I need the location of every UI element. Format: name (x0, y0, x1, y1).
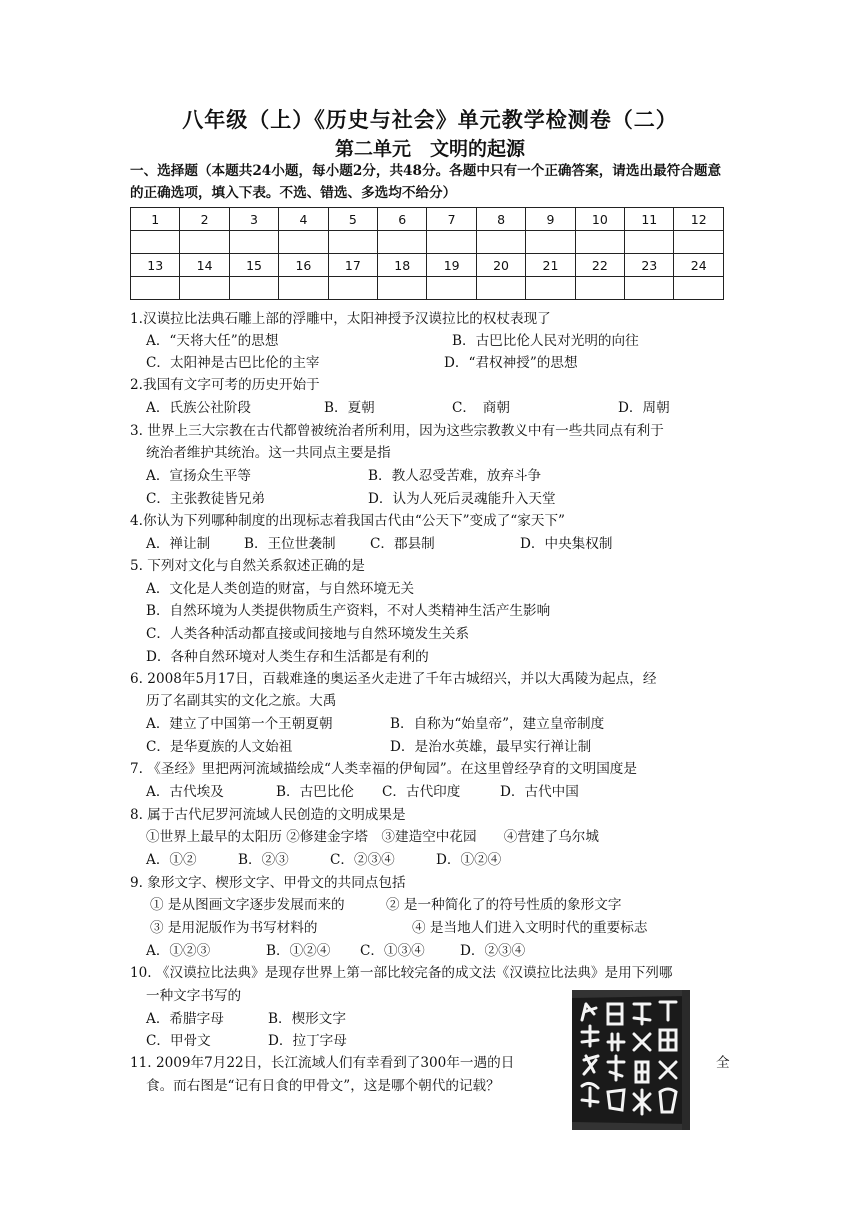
question-6-option-c[interactable]: C．是华夏族的人文始祖 (146, 739, 293, 755)
question-10-stem-cont: 一种文字书写的 (146, 988, 242, 1004)
answer-table (130, 207, 724, 300)
question-1-option-c[interactable]: C．太阳神是古巴比伦的主宰 (146, 355, 320, 371)
question-9-item-4: ④ 是当地人们进入文明时代的重要标志 (412, 920, 648, 936)
answer-number-cell: 7 (427, 208, 476, 231)
answer-number-cell: 15 (229, 254, 278, 277)
question-11-stem-cont: 食。而右图是“记有日食的甲骨文”，这是哪个朝代的记载？ (146, 1078, 500, 1094)
question-7-option-a[interactable]: A．古代埃及 (146, 784, 224, 800)
question-9-stem: 9. 象形文字、楔形文字、甲骨文的共同点包括 (130, 875, 406, 891)
question-9-item-3: ③ 是用泥版作为书写材料的 (150, 920, 318, 936)
oracle-bone-inscription-image (572, 990, 690, 1130)
answer-blank-row (131, 231, 724, 254)
exam-title: 八年级（上）《历史与社会》单元教学检测卷（二） (182, 108, 678, 132)
answer-blank-cell[interactable] (279, 277, 328, 300)
answer-blank-cell[interactable] (575, 231, 624, 254)
question-3-stem: 3. 世界上三大宗教在古代都曾被统治者所利用，因为这些宗教教义中有一些共同点有利于 (130, 423, 664, 439)
question-8-stem: 8. 属于古代尼罗河流域人民创造的文明成果是 (130, 807, 406, 823)
answer-number-row (131, 254, 724, 277)
question-4-option-a[interactable]: A．禅让制 (146, 536, 211, 552)
question-7-option-c[interactable]: C．古代印度 (382, 784, 461, 800)
answer-blank-row (131, 277, 724, 300)
answer-blank-cell[interactable] (526, 231, 575, 254)
answer-number-cell: 10 (575, 208, 624, 231)
question-8-items: ①世界上最早的太阳历 ②修建金字塔 ③建造空中花园 ④营建了乌尔城 (146, 829, 599, 845)
answer-blank-cell[interactable] (229, 231, 278, 254)
oracle-bone-rubbing-icon (572, 990, 690, 1130)
question-9-item-1: ① 是从图画文字逐步发展而来的 (150, 897, 345, 913)
answer-number-cell: 3 (229, 208, 278, 231)
answer-blank-cell[interactable] (625, 231, 674, 254)
section-instructions: 一、选择题（本题共24小题，每小题2分，共48分。各题中只有一个正确答案，请选出最符合题意的正确选项，填入下表。不选、错选、多选均不给分） (130, 163, 722, 201)
question-4-option-c[interactable]: C．郡县制 (370, 536, 435, 552)
answer-number-cell: 19 (427, 254, 476, 277)
question-1-option-d[interactable]: D．“君权神授”的思想 (444, 355, 578, 371)
question-10-option-d[interactable]: D．拉丁字母 (268, 1033, 347, 1049)
question-5-option-a[interactable]: A．文化是人类创造的财富，与自然环境无关 (146, 581, 415, 597)
answer-number-cell: 16 (279, 254, 328, 277)
question-9-option-a[interactable]: A．①②③ (146, 943, 211, 959)
answer-blank-cell[interactable] (526, 277, 575, 300)
answer-blank-cell[interactable] (674, 277, 724, 300)
question-11-stem-end: 全 (716, 1055, 730, 1071)
question-6-option-d[interactable]: D．是治水英雄，最早实行禅让制 (390, 739, 592, 755)
question-3-option-d[interactable]: D．认为人死后灵魂能升入天堂 (368, 491, 556, 507)
question-7-stem: 7. 《圣经》里把两河流域描绘成“人类幸福的伊甸园”。在这里曾经孕育的文明国度是 (130, 761, 637, 777)
answer-blank-cell[interactable] (427, 277, 476, 300)
question-1-option-a[interactable]: A．“天将大任”的思想 (146, 333, 279, 349)
question-2-stem: 2.我国有文字可考的历史开始于 (130, 377, 320, 393)
question-5-option-b[interactable]: B．自然环境为人类提供物质生产资料，不对人类精神生活产生影响 (146, 603, 551, 619)
question-10-option-c[interactable]: C．甲骨文 (146, 1033, 211, 1049)
answer-number-cell: 5 (328, 208, 377, 231)
question-9-option-c[interactable]: C．①③④ (360, 943, 425, 959)
answer-blank-cell[interactable] (476, 277, 525, 300)
answer-number-cell: 24 (674, 254, 724, 277)
answer-blank-cell[interactable] (180, 277, 229, 300)
question-8-option-c[interactable]: C．②③④ (330, 852, 395, 868)
answer-number-cell: 9 (526, 208, 575, 231)
question-3-option-b[interactable]: B．教人忍受苦难，放弃斗争 (368, 468, 542, 484)
question-2-option-d[interactable]: D．周朝 (618, 400, 670, 416)
question-1-stem: 1.汉谟拉比法典石雕上部的浮雕中，太阳神授予汉谟拉比的权杖表现了 (130, 311, 551, 327)
answer-number-cell: 22 (575, 254, 624, 277)
question-8-option-b[interactable]: B．②③ (238, 852, 289, 868)
question-4-stem: 4.你认为下列哪种制度的出现标志着我国古代由“公天下”变成了“家天下” (130, 513, 565, 529)
question-6-stem-cont: 历了名副其实的文化之旅。大禹 (146, 693, 337, 709)
question-4-option-b[interactable]: B．王位世袭制 (244, 536, 336, 552)
answer-blank-cell[interactable] (476, 231, 525, 254)
unit-subtitle: 第二单元 文明的起源 (334, 138, 525, 160)
question-10-option-b[interactable]: B．楔形文字 (268, 1011, 346, 1027)
question-2-option-a[interactable]: A．氏族公社阶段 (146, 400, 251, 416)
answer-number-cell: 21 (526, 254, 575, 277)
answer-blank-cell[interactable] (427, 231, 476, 254)
answer-blank-cell[interactable] (625, 277, 674, 300)
answer-blank-cell[interactable] (279, 231, 328, 254)
answer-number-cell: 6 (378, 208, 427, 231)
question-7-option-b[interactable]: B．古巴比伦 (276, 784, 354, 800)
question-7-option-d[interactable]: D．古代中国 (500, 784, 579, 800)
answer-blank-cell[interactable] (328, 277, 377, 300)
question-8-option-a[interactable]: A．①② (146, 852, 197, 868)
answer-number-cell: 17 (328, 254, 377, 277)
answer-blank-cell[interactable] (131, 231, 180, 254)
question-3-stem-cont: 统治者维护其统治。这一共同点主要是指 (146, 445, 391, 461)
answer-blank-cell[interactable] (328, 231, 377, 254)
answer-number-cell: 11 (625, 208, 674, 231)
answer-number-cell: 1 (131, 208, 180, 231)
answer-blank-cell[interactable] (378, 277, 427, 300)
answer-number-cell: 13 (131, 254, 180, 277)
question-9-option-b[interactable]: B．①②④ (266, 943, 331, 959)
answer-blank-cell[interactable] (180, 231, 229, 254)
answer-number-row (131, 208, 724, 231)
question-2-option-c[interactable]: C． 商朝 (452, 400, 510, 416)
answer-blank-cell[interactable] (229, 277, 278, 300)
answer-number-cell: 18 (378, 254, 427, 277)
question-8-option-d[interactable]: D．①②④ (436, 852, 502, 868)
question-11-stem: 11. 2009年7月22日，长江流域人们有幸看到了300年一遇的日 (130, 1055, 515, 1071)
answer-number-cell: 8 (476, 208, 525, 231)
question-6-stem: 6. 2008年5月17日，百载难逢的奥运圣火走进了千年古城绍兴，并以大禹陵为起点，经 (130, 671, 657, 687)
question-9-item-2: ② 是一种简化了的符号性质的象形文字 (386, 897, 622, 913)
question-5-option-c[interactable]: C．人类各种活动都直接或间接地与自然环境发生关系 (146, 626, 470, 642)
answer-number-cell: 12 (674, 208, 724, 231)
question-9-option-d[interactable]: D．②③④ (460, 943, 526, 959)
answer-number-cell: 14 (180, 254, 229, 277)
answer-number-cell: 23 (625, 254, 674, 277)
question-3-option-c[interactable]: C．主张教徒皆兄弟 (146, 491, 266, 507)
answer-blank-cell[interactable] (378, 231, 427, 254)
question-3-option-a[interactable]: A．宣扬众生平等 (146, 468, 251, 484)
question-10-stem: 10. 《汉谟拉比法典》是现存世界上第一部比较完备的成文法《汉谟拉比法典》是用下列哪 (130, 965, 673, 981)
answer-number-cell: 20 (476, 254, 525, 277)
question-10-option-a[interactable]: A．希腊字母 (146, 1011, 224, 1027)
answer-number-cell: 4 (279, 208, 328, 231)
answer-blank-cell[interactable] (131, 277, 180, 300)
answer-number-cell: 2 (180, 208, 229, 231)
question-5-option-d[interactable]: D．各种自然环境对人类生存和生活都是有利的 (146, 649, 429, 665)
question-6-option-a[interactable]: A．建立了中国第一个王朝夏朝 (146, 716, 333, 732)
question-4-option-d[interactable]: D．中央集权制 (520, 536, 613, 552)
answer-blank-cell[interactable] (575, 277, 624, 300)
answer-blank-cell[interactable] (674, 231, 724, 254)
question-6-option-b[interactable]: B．自称为“始皇帝”，建立皇帝制度 (390, 716, 605, 732)
question-2-option-b[interactable]: B．夏朝 (324, 400, 375, 416)
question-1-option-b[interactable]: B．古巴比伦人民对光明的向往 (452, 333, 639, 349)
question-5-stem: 5. 下列对文化与自然关系叙述正确的是 (130, 558, 365, 574)
